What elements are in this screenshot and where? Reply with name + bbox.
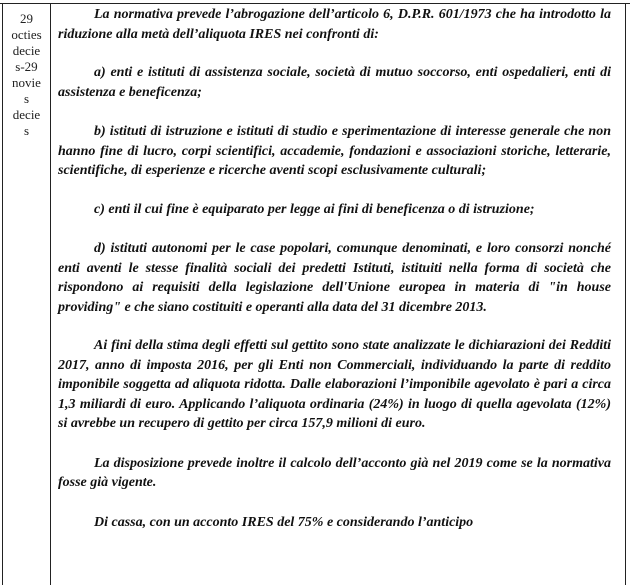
table-top-border — [0, 3, 630, 4]
ref-line: s — [23, 91, 30, 106]
ref-line: novie — [12, 75, 41, 90]
table-column-divider — [50, 3, 51, 585]
ref-line: octies — [11, 27, 42, 42]
estimate-paragraph: Ai fini della stima degli effetti sul gettito sono state analizzate le dichiarazioni dei Redditi 2017, anno di imposta 2016, per gli Enti non Commerciali, individuando la parte di reddito imponibile soggetta ad aliquota ridotta. Dalle elaborazioni l’imponibile agevolato è pari a circa 1,3 miliardi di euro. Applicando l’aliquota ordinaria (24%) in luogo di quella agevolata (12%) si avrebbe un recupero di gettito per circa 157,9 milioni di euro. — [58, 338, 611, 431]
article-reference-cell — [3, 11, 50, 139]
ref-line: s — [23, 123, 30, 138]
ref-line: decie — [12, 43, 41, 58]
intro-paragraph: La normativa prevede l’abrogazione dell’articolo 6, D.P.R. 601/1973 che ha introdotto la riduzione alla metà dell’aliquota IRES nei confronti di: — [58, 7, 611, 42]
cash-paragraph: Di cassa, con un acconto IRES del 75% e considerando l’anticipo — [94, 514, 474, 530]
table-right-border — [625, 3, 626, 585]
ref-line: s-29 — [15, 59, 38, 74]
list-item-a: a) enti e istituti di assistenza sociale, società di mutuo soccorso, enti ospedalieri, enti di assistenza e beneficenza; — [58, 65, 611, 100]
ref-line: 29 — [20, 11, 33, 26]
description-cell — [58, 5, 611, 532]
list-item-b: b) istituti di istruzione e istituti di studio e sperimentazione di interesse generale che non hanno fine di lucro, corpi scientifici, accademie, fondazioni e associazioni storiche, letterarie, scientifiche, di esperienze e ricerche aventi scopi esclusivamente culturali; — [58, 124, 611, 178]
advance-paragraph: La disposizione prevede inoltre il calcolo dell’acconto già nel 2019 come se la normativa fosse già vigente. — [58, 455, 611, 490]
list-item-d: d) istituti autonomi per le case popolari, comunque denominati, e loro consorzi nonché enti aventi le stesse finalità sociali dei predetti Istituti, istituiti nella forma di società che rispondono ai requisiti della legislazione dell'Unione europea in materia di "in house providing" e che siano costituiti e operanti alla data del 31 dicembre 2013. — [58, 241, 611, 315]
list-item-c: c) enti il cui fine è equiparato per legge ai fini di beneficenza o di istruzione; — [94, 201, 535, 217]
ref-line: decie — [12, 107, 41, 122]
